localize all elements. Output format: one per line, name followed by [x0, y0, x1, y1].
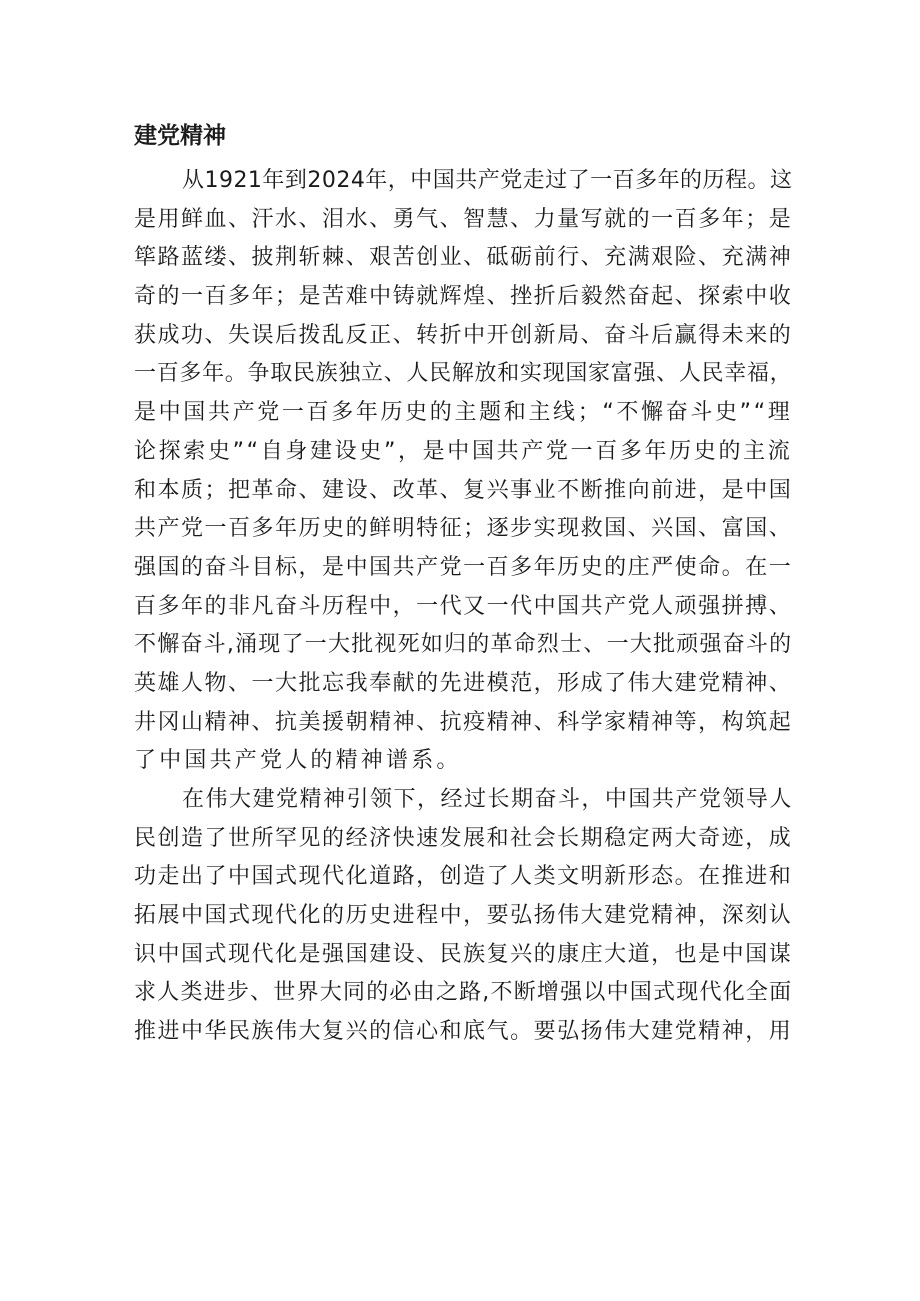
paragraph-line: 从1921年到2024年，中国共产党走过了一百多年的历程。这: [182, 168, 793, 193]
paragraph-line: 求人类进步、世界大同的必由之路,不断增强以中国式现代化全面: [134, 980, 793, 1006]
paragraph-line: 识中国式现代化是强国建设、民族复兴的康庄大道，也是中国谋: [134, 941, 793, 967]
paragraph-line: 强国的奋斗目标，是中国共产党一百多年历史的庄严使命。在一: [134, 554, 793, 580]
document-title: 建党精神: [134, 123, 226, 149]
paragraph-line: 一百多年。争取民族独立、人民解放和实现国家富强、人民幸福，: [134, 361, 793, 387]
paragraph-line: 拓展中国式现代化的历史进程中，要弘扬伟大建党精神，深刻认: [134, 903, 793, 929]
paragraph-line: 民创造了世所罕见的经济快速发展和社会长期稳定两大奇迹，成: [134, 825, 793, 851]
paragraph-line: 筚路蓝缕、披荆斩棘、艰苦创业、砥砺前行、充满艰险、充满神: [134, 245, 793, 271]
paragraph-2: [134, 781, 794, 1052]
paragraph-line: 共产党一百多年历史的鲜明特征；逐步实现救国、兴国、富国、: [134, 516, 793, 542]
paragraph-1: [134, 162, 794, 781]
paragraph-line: 井冈山精神、抗美援朝精神、抗疫精神、科学家精神等，构筑起: [134, 709, 793, 735]
paragraph-line: 了中国共产党人的精神谱系。: [134, 748, 462, 774]
paragraph-line: 论探索史”“自身建设史”，是中国共产党一百多年历史的主流: [134, 438, 793, 464]
paragraph-line: 和本质；把革命、建设、改革、复兴事业不断推向前进，是中国: [134, 477, 793, 503]
paragraph-line: 是用鲜血、汗水、泪水、勇气、智慧、力量写就的一百多年；是: [134, 206, 793, 232]
paragraph-line: 功走出了中国式现代化道路，创造了人类文明新形态。在推进和: [134, 864, 793, 890]
paragraph-line: 推进中华民族伟大复兴的信心和底气。要弘扬伟大建党精神，用: [134, 1019, 793, 1045]
paragraph-line: 不懈奋斗,涌现了一大批视死如归的革命烈士、一大批顽强奋斗的: [134, 632, 793, 658]
paragraph-line: 英雄人物、一大批忘我奉献的先进模范，形成了伟大建党精神、: [134, 670, 793, 696]
paragraph-line: 奇的一百多年；是苦难中铸就辉煌、挫折后毅然奋起、探索中收: [134, 284, 793, 310]
paragraph-line: 获成功、失误后拨乱反正、转折中开创新局、奋斗后赢得未来的: [134, 322, 793, 348]
paragraph-line: 是中国共产党一百多年历史的主题和主线；“不懈奋斗史”“理: [134, 400, 793, 426]
paragraph-line: 百多年的非凡奋斗历程中，一代又一代中国共产党人顽强拼搏、: [134, 593, 793, 619]
paragraph-line: 在伟大建党精神引领下，经过长期奋斗，中国共产党领导人: [182, 787, 793, 812]
document-body: [134, 162, 794, 1052]
